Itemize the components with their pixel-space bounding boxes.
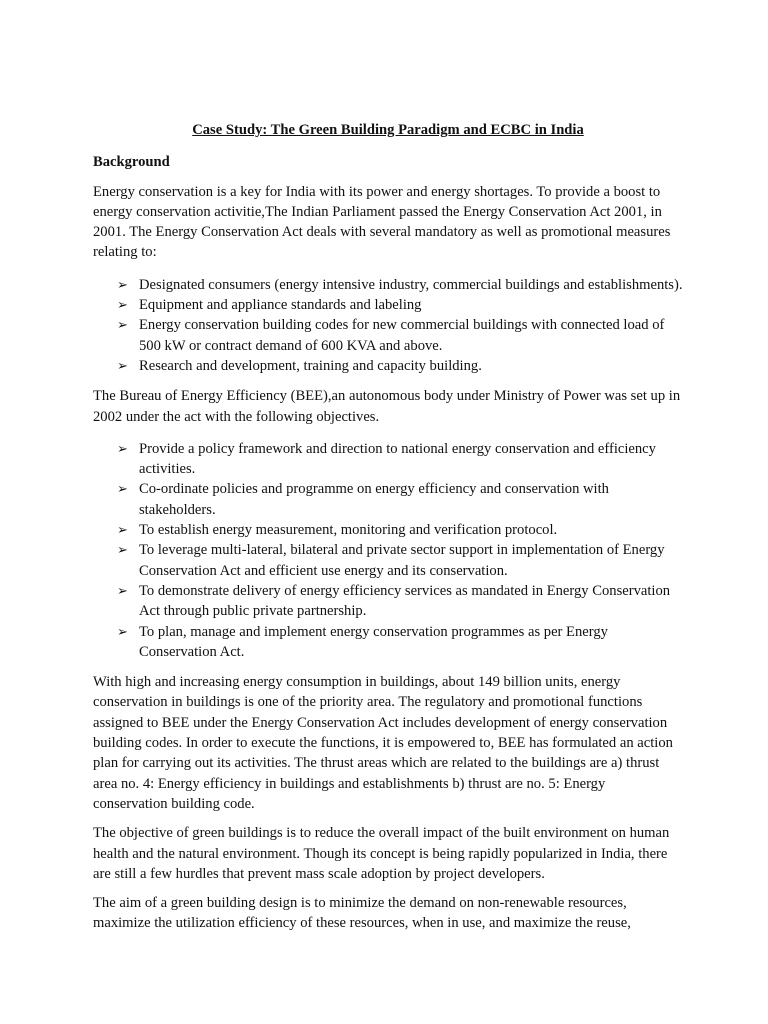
list-item-text: To establish energy measurement, monitoring and verification protocol. [139, 522, 558, 539]
list-item-text: Co-ordinate policies and programme on energy efficiency and conservation with stakeholders. [139, 481, 609, 518]
list-item-text: Designated consumers (energy intensive industry, commercial buildings and establishments). [139, 276, 683, 293]
list-item [93, 439, 683, 480]
arrow-bullet-icon: ➢ [117, 522, 128, 538]
arrow-bullet-icon: ➢ [117, 481, 128, 497]
arrow-bullet-icon: ➢ [117, 317, 128, 333]
arrow-bullet-icon: ➢ [117, 440, 128, 456]
paragraph-bee: The Bureau of Energy Efficiency (BEE),an autonomous body under Ministry of Power was set up in 2002 under the act with the following objectives. [93, 388, 681, 425]
arrow-bullet-icon: ➢ [117, 357, 128, 373]
list-item [93, 275, 683, 295]
list-item [93, 622, 683, 663]
paragraph-green-buildings-objective: The objective of green buildings is to reduce the overall impact of the built environment on human health and the natural environment. Though its concept is being rapidly popularized in India, there are still a few hurdles that prevent mass scale adoption by project developers. [93, 825, 670, 882]
list-item [93, 295, 683, 315]
list-item [93, 581, 683, 622]
section-heading-background: Background [93, 154, 170, 171]
list-item-text: To plan, manage and implement energy conservation programmes as per Energy Conservation Act. [139, 623, 608, 660]
list-item [93, 520, 683, 540]
list-item-text: To leverage multi-lateral, bilateral and private sector support in implementation of Energy Conservation Act and efficient use energy and its conservation. [139, 542, 665, 579]
list-item [93, 479, 683, 520]
paragraph-energy-consumption: With high and increasing energy consumption in buildings, about 149 billion units, energy conservation in buildings is one of the priority area. The regulatory and promotional functions assigned to BEE under the Energy Conservation Act includes development of energy conservation building codes. In order to execute the functions, it is empowered to, BEE has formulated an action plan for carrying out its activities. The thrust areas which are related to the buildings are a) thrust area no. 4: Energy efficiency in buildings and establishments b) thrust are no. 5: Energy conservation building code. [93, 674, 673, 812]
arrow-bullet-icon: ➢ [117, 582, 128, 598]
list-item [93, 540, 683, 581]
list-item-text: Provide a policy framework and direction to national energy conservation and efficiency activities. [139, 440, 656, 478]
objectives-list [93, 439, 683, 662]
list-item-text: Research and development, training and capacity building. [139, 357, 482, 374]
paragraph-green-building-aim: The aim of a green building design is to minimize the demand on non-renewable resources, maximize the utilization efficiency of these resources, when in use, and maximize the reuse, [93, 895, 631, 932]
arrow-bullet-icon: ➢ [117, 623, 128, 639]
list-item [93, 315, 683, 356]
list-item-text: Energy conservation building codes for new commercial buildings with connected load of 500 kW or contract demand of 600 KVA and above. [139, 317, 665, 354]
list-item [93, 356, 683, 376]
list-item-text: Equipment and appliance standards and labeling [139, 297, 422, 314]
document-title: Case Study: The Green Building Paradigm and ECBC in India [192, 122, 584, 138]
document-page [93, 120, 683, 943]
arrow-bullet-icon: ➢ [117, 297, 128, 313]
arrow-bullet-icon: ➢ [117, 542, 128, 558]
list-item-text: To demonstrate delivery of energy efficiency services as mandated in Energy Conservation Act through public private partnership. [139, 582, 671, 620]
paragraph-energy-conservation-act: Energy conservation is a key for India with its power and energy shortages. To provide a boost to energy conservation activitie,The Indian Parliament passed the Energy Conservation Act 2001, in 2001. The Energy Conservation Act deals with several mandatory as well as promotional measures relating to: [93, 183, 671, 261]
measures-list [93, 275, 683, 376]
arrow-bullet-icon: ➢ [117, 276, 128, 292]
